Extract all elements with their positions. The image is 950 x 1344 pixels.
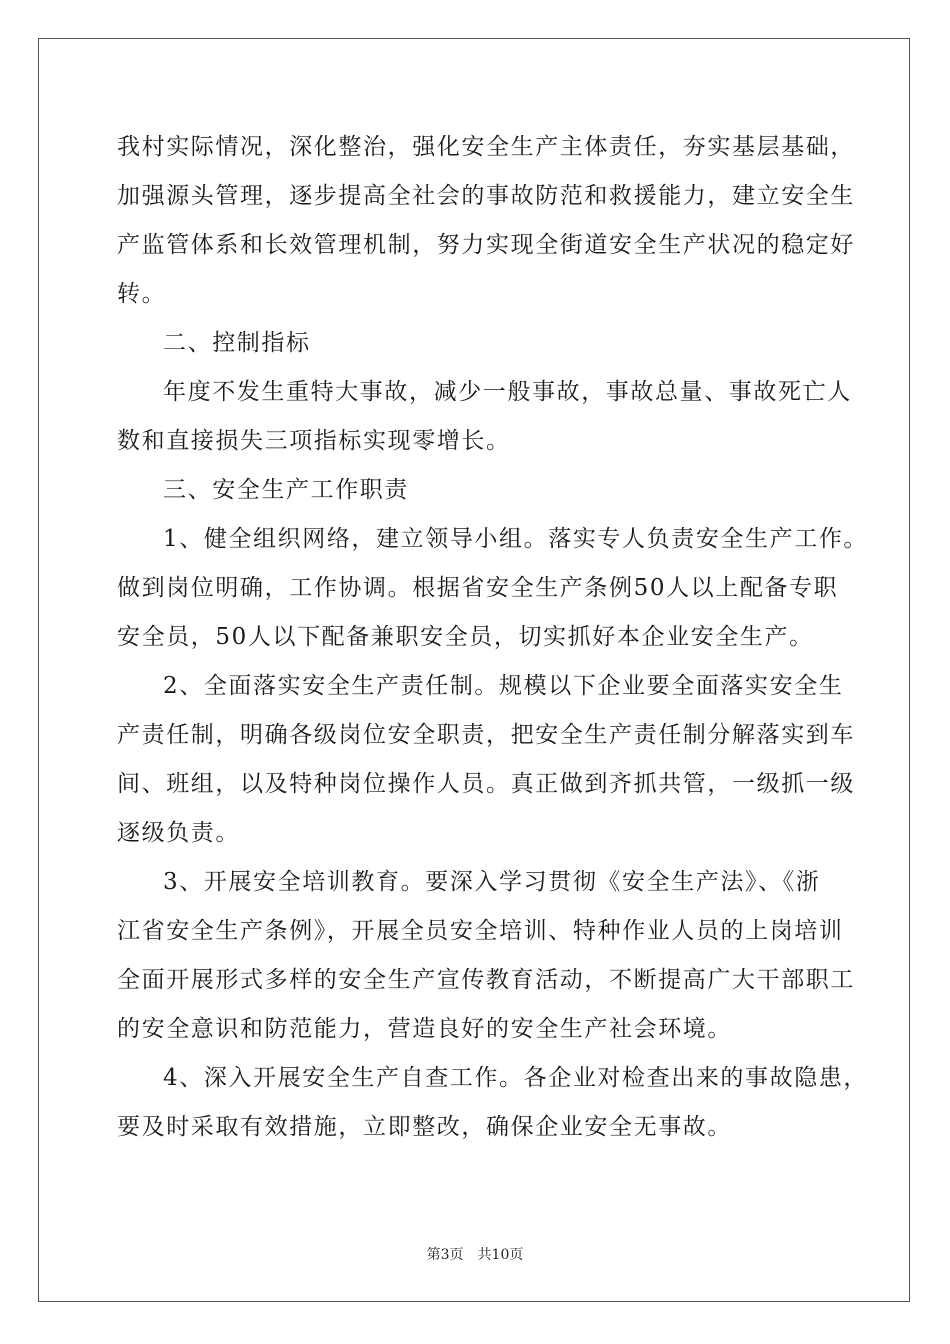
paragraph-line: 的安全意识和防范能力，营造良好的安全生产社会环境。 [117, 1016, 732, 1042]
paragraph-line: 江省安全生产条例》，开展全员安全培训、特种作业人员的上岗培训 [117, 918, 844, 944]
paragraph-line: 4、深入开展安全生产自查工作。各企业对检查出来的事故隐患， [163, 1065, 869, 1091]
paragraph-line: 间、班组，以及特种岗位操作人员。真正做到齐抓共管，一级抓一级 [117, 771, 855, 797]
page-number: 第3页 [426, 1247, 464, 1263]
paragraph-line: 3、开展安全培训教育。要深入学习贯彻《安全生产法》、《浙 [163, 869, 821, 895]
paragraph-line: 我村实际情况，深化整治，强化安全生产主体责任，夯实基层基础， [117, 134, 855, 160]
section-heading: 三、安全生产工作职责 [163, 477, 409, 503]
document-body [117, 123, 869, 1152]
paragraph-line: 产责任制，明确各级岗位安全职责，把安全生产责任制分解落实到车 [117, 722, 855, 748]
paragraph-line: 产监管体系和长效管理机制，努力实现全街道安全生产状况的稳定好 [117, 232, 855, 258]
paragraph-line: 全面开展形式多样的安全生产宣传教育活动，不断提高广大干部职工 [117, 967, 855, 993]
paragraph-line: 要及时采取有效措施，立即整改，确保企业安全无事故。 [117, 1114, 732, 1140]
paragraph-line: 安全员，50人以下配备兼职安全员，切实抓好本企业安全生产。 [117, 624, 814, 650]
paragraph-line: 转。 [117, 281, 167, 307]
paragraph-line: 2、全面落实安全生产责任制。规模以下企业要全面落实安全生 [163, 673, 844, 699]
section-heading: 二、控制指标 [163, 330, 311, 356]
paragraph-line: 逐级负责。 [117, 820, 240, 846]
paragraph-line: 1、健全组织网络，建立领导小组。落实专人负责安全生产工作。 [163, 526, 869, 552]
page-total: 共10页 [477, 1247, 524, 1263]
paragraph-line: 年度不发生重特大事故，减少一般事故，事故总量、事故死亡人 [163, 379, 852, 405]
paragraph-line: 做到岗位明确，工作协调。根据省安全生产条例50人以上配备专职 [117, 575, 839, 601]
paragraph-line: 数和直接损失三项指标实现零增长。 [117, 428, 511, 454]
paragraph-line: 加强源头管理，逐步提高全社会的事故防范和救援能力，建立安全生 [117, 183, 855, 209]
page-footer [0, 1244, 950, 1264]
